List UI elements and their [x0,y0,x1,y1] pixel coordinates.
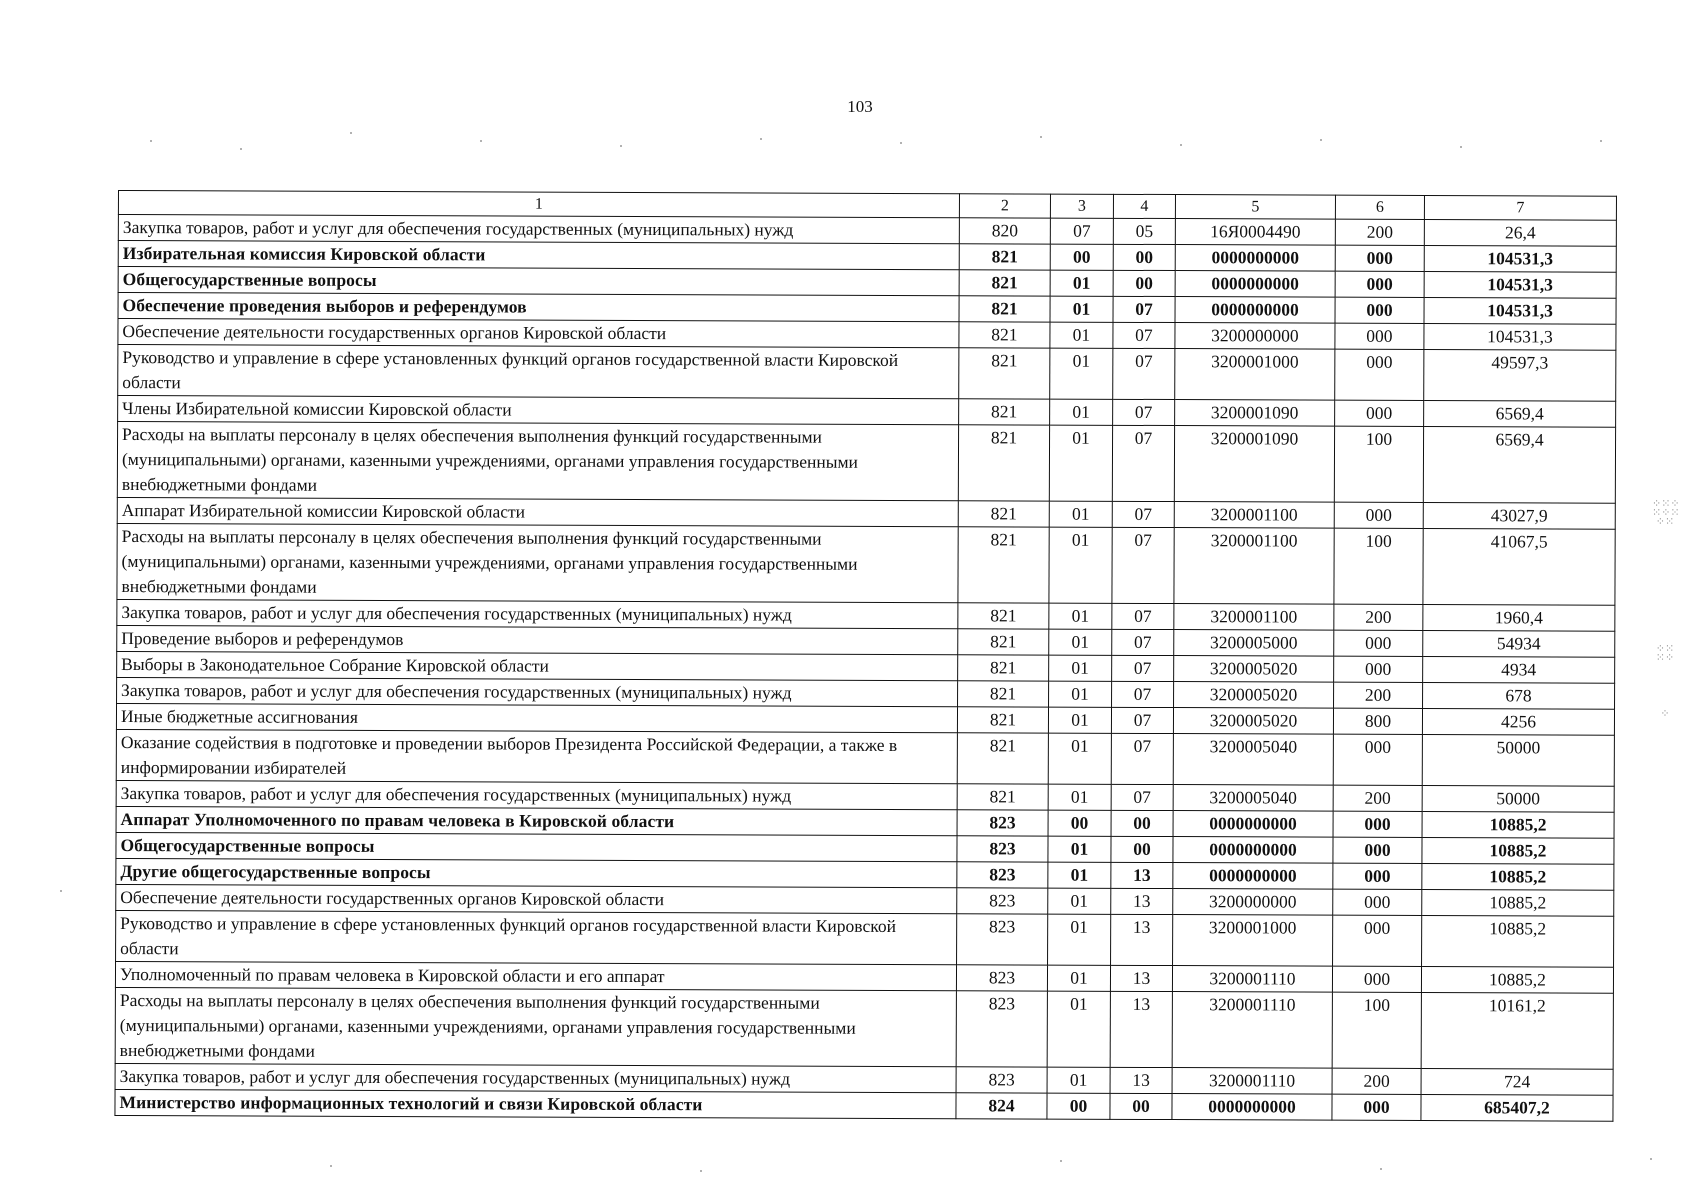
cell-col-2: 821 [959,348,1050,399]
cell-name: Проведение выборов и референдумов [117,625,958,654]
cell-name: Общегосударственные вопросы [116,832,957,861]
cell-col-2: 823 [957,810,1048,836]
scan-dot [1600,140,1602,142]
cell-col-3: 00 [1047,1093,1110,1119]
cell-name: Закупка товаров, работ и услуг для обеспечения государственных (муниципальных) нужд [118,215,959,244]
scan-dot [1380,1168,1382,1170]
cell-col-2: 823 [957,862,1048,888]
cell-col-6: 000 [1333,863,1422,889]
table-row [116,729,1614,786]
cell-col-5: 0000000000 [1172,1094,1332,1121]
cell-col-5: 0000000000 [1175,271,1335,298]
cell-col-4: 07 [1111,784,1173,810]
cell-col-3: 01 [1047,965,1110,991]
cell-col-2: 820 [959,218,1050,244]
cell-name: Аппарат Уполномоченного по правам человека в Кировской области [116,806,957,835]
cell-col-6: 000 [1333,837,1422,863]
cell-name: Закупка товаров, работ и услуг для обеспечения государственных (муниципальных) нужд [116,780,957,809]
cell-name: Закупка товаров, работ и услуг для обеспечения государственных (муниципальных) нужд [117,677,958,706]
cell-col-7: 10161,2 [1421,993,1613,1070]
cell-col-6: 000 [1335,400,1424,426]
cell-col-2: 821 [958,629,1049,655]
cell-col-6: 000 [1334,630,1423,656]
cell-col-3: 01 [1048,862,1111,888]
column-header-6: 6 [1335,195,1424,219]
cell-col-3: 01 [1050,270,1113,296]
cell-col-4: 13 [1111,914,1173,965]
scan-dot [700,1170,702,1172]
scan-dot [60,890,62,892]
cell-col-3: 01 [1050,296,1113,322]
cell-col-3: 01 [1050,322,1113,348]
cell-col-7: 4256 [1422,709,1614,736]
cell-col-3: 07 [1050,218,1113,244]
cell-col-5: 3200000000 [1173,889,1333,916]
column-header-5: 5 [1175,195,1335,220]
cell-col-4: 00 [1113,244,1175,270]
scan-dot [1040,136,1042,138]
cell-col-3: 01 [1049,425,1112,501]
cell-col-4: 13 [1110,965,1172,991]
budget-table [114,190,1617,1122]
cell-col-5: 3200001000 [1175,349,1335,401]
scan-dot [900,142,902,144]
cell-col-4: 07 [1112,425,1174,501]
cell-name: Иные бюджетные ассигнования [116,703,957,732]
cell-col-4: 07 [1113,296,1175,322]
cell-col-6: 000 [1335,271,1424,297]
cell-col-2: 823 [957,836,1048,862]
cell-col-4: 13 [1111,862,1173,888]
cell-name: Расходы на выплаты персоналу в целях обеспечения выполнения функций государственными (муниципальными) органами, казенными учреждениями, органами управления государственными внебюджетными фондами [117,523,958,602]
cell-col-3: 01 [1048,733,1111,784]
cell-col-6: 000 [1335,349,1424,400]
cell-col-7: 104531,3 [1424,324,1616,351]
column-header-4: 4 [1113,194,1175,218]
column-header-7: 7 [1424,196,1616,221]
cell-name: Министерство информационных технологий и связи Кировской области [115,1089,956,1118]
cell-col-7: 10885,2 [1422,864,1614,891]
cell-col-4: 07 [1113,322,1175,348]
cell-col-7: 54934 [1423,631,1615,658]
cell-col-7: 50000 [1422,735,1614,787]
cell-col-4: 00 [1111,810,1173,836]
cell-col-7: 43027,9 [1423,503,1615,530]
scan-dot [480,140,482,142]
cell-col-5: 0000000000 [1175,245,1335,272]
cell-col-2: 823 [956,965,1047,991]
cell-col-5: 3200005020 [1174,682,1334,709]
cell-col-5: 3200001110 [1172,1068,1332,1095]
cell-col-4: 07 [1112,629,1174,655]
cell-col-4: 00 [1110,1093,1172,1119]
scan-noise-mark: ⁘ [1660,708,1670,720]
cell-col-6: 000 [1334,502,1423,528]
cell-col-7: 10885,2 [1421,967,1613,994]
cell-col-5: 3200005020 [1174,656,1334,683]
cell-col-6: 000 [1332,1094,1421,1120]
cell-col-5: 3200001090 [1174,426,1334,503]
cell-col-2: 821 [958,681,1049,707]
cell-col-2: 821 [959,399,1050,425]
cell-col-4: 05 [1113,218,1175,244]
cell-col-6: 000 [1335,245,1424,271]
cell-col-2: 821 [957,707,1048,733]
cell-col-5: 16Я0004490 [1175,219,1335,246]
cell-col-3: 01 [1050,399,1113,425]
cell-col-2: 821 [957,733,1048,784]
cell-col-4: 07 [1112,603,1174,629]
cell-col-4: 07 [1111,733,1173,784]
cell-col-3: 01 [1047,991,1110,1067]
cell-col-7: 6569,4 [1424,401,1616,428]
cell-col-2: 821 [959,322,1050,348]
cell-col-6: 000 [1334,656,1423,682]
table-row [116,910,1614,967]
cell-name: Закупка товаров, работ и услуг для обеспечения государственных (муниципальных) нужд [115,1063,956,1092]
cell-col-7: 10885,2 [1422,812,1614,839]
column-header-3: 3 [1050,194,1113,218]
cell-col-5: 3200001100 [1174,502,1334,529]
cell-col-7: 685407,2 [1421,1095,1613,1122]
cell-col-5: 3200005020 [1173,708,1333,735]
cell-col-3: 01 [1047,1067,1110,1093]
cell-col-5: 0000000000 [1175,297,1335,324]
cell-col-2: 821 [959,244,1050,270]
cell-col-5: 0000000000 [1173,837,1333,864]
cell-col-7: 26,4 [1424,220,1616,247]
cell-col-7: 10885,2 [1422,838,1614,865]
cell-col-5: 3200000000 [1175,323,1335,350]
cell-name: Руководство и управление в сфере установленных функций органов государственной власти Кировской области [116,910,957,964]
cell-col-2: 821 [958,655,1049,681]
cell-col-6: 200 [1332,1068,1421,1094]
scan-dot [240,148,242,150]
cell-col-7: 104531,3 [1424,298,1616,325]
cell-col-6: 000 [1335,323,1424,349]
cell-col-6: 200 [1334,682,1423,708]
cell-col-6: 100 [1332,992,1421,1068]
cell-col-3: 01 [1049,501,1112,527]
cell-col-3: 01 [1048,784,1111,810]
scan-dot [620,145,622,147]
cell-name: Уполномоченный по правам человека в Кировской области и его аппарат [115,961,956,990]
cell-col-3: 00 [1050,244,1113,270]
cell-col-6: 000 [1332,966,1421,992]
cell-name: Оказание содействия в подготовке и проведении выборов Президента Российской Федерации, а также в информировании избирателей [116,729,957,783]
cell-col-2: 821 [959,296,1050,322]
cell-col-6: 000 [1335,297,1424,323]
page-number: 103 [847,97,873,116]
cell-col-7: 724 [1421,1069,1613,1096]
scan-dot [1180,144,1182,146]
scan-dot [150,140,152,142]
cell-col-2: 823 [956,991,1047,1067]
table-row [115,987,1613,1069]
cell-name: Расходы на выплаты персоналу в целях обеспечения выполнения функций государственными (муниципальными) органами, казенными учреждениями, органами управления государственными внебюджетными фондами [115,987,956,1066]
cell-col-5: 0000000000 [1173,811,1333,838]
cell-col-3: 01 [1048,707,1111,733]
cell-col-6: 100 [1334,426,1423,502]
cell-col-2: 821 [958,425,1049,501]
cell-col-7: 49597,3 [1424,350,1616,402]
cell-col-7: 10885,2 [1422,890,1614,917]
cell-col-3: 01 [1049,655,1112,681]
cell-col-3: 01 [1048,888,1111,914]
cell-col-2: 821 [958,501,1049,527]
cell-col-2: 821 [958,603,1049,629]
cell-col-6: 200 [1334,604,1423,630]
cell-col-4: 00 [1111,836,1173,862]
cell-col-3: 01 [1049,527,1112,603]
cell-col-6: 000 [1333,915,1422,966]
cell-col-5: 3200005040 [1173,785,1333,812]
cell-name: Другие общегосударственные вопросы [116,858,957,887]
cell-col-4: 07 [1111,707,1173,733]
cell-col-6: 000 [1333,889,1422,915]
cell-name: Члены Избирательной комиссии Кировской области [118,396,959,425]
cell-col-2: 821 [958,527,1049,603]
cell-col-3: 01 [1049,603,1112,629]
cell-col-4: 07 [1112,501,1174,527]
cell-col-5: 3200005000 [1174,630,1334,657]
table-row [115,1089,1613,1121]
table-row [117,422,1615,504]
cell-col-4: 07 [1113,348,1175,399]
scan-dot [330,1165,332,1167]
cell-col-4: 13 [1110,1067,1172,1093]
table-row [118,345,1616,402]
scan-noise-mark: ⁘⁙ ⁙⁘ [1655,643,1675,664]
cell-col-5: 3200001110 [1172,992,1332,1069]
cell-col-7: 6569,4 [1423,427,1615,504]
cell-col-6: 100 [1334,528,1423,604]
cell-col-3: 01 [1049,629,1112,655]
cell-name: Руководство и управление в сфере установленных функций органов государственной власти Кировской области [118,345,959,399]
cell-col-6: 800 [1333,708,1422,734]
cell-col-7: 104531,3 [1424,272,1616,299]
cell-col-7: 10885,2 [1422,916,1614,968]
cell-col-2: 824 [956,1093,1047,1119]
cell-col-4: 13 [1110,991,1172,1067]
cell-col-5: 3200001110 [1172,966,1332,993]
cell-name: Расходы на выплаты персоналу в целях обеспечения выполнения функций государственными (муниципальными) органами, казенными учреждениями, органами управления государственными внебюджетными фондами [117,422,958,501]
cell-col-5: 3200001100 [1174,604,1334,631]
cell-col-5: 3200001090 [1175,400,1335,427]
cell-col-2: 823 [956,1067,1047,1093]
cell-col-2: 821 [957,784,1048,810]
cell-col-7: 4934 [1423,657,1615,684]
scan-dot [350,132,352,134]
scan-dot [760,138,762,140]
cell-col-4: 13 [1111,888,1173,914]
cell-col-4: 00 [1113,270,1175,296]
budget-table-body [115,191,1617,1122]
cell-name: Избирательная комиссия Кировской области [118,241,959,270]
scan-dot [1650,1158,1652,1160]
cell-col-7: 104531,3 [1424,246,1616,273]
cell-col-5: 3200005040 [1173,734,1333,786]
scan-dot [1320,139,1322,141]
cell-col-3: 01 [1050,348,1113,399]
cell-col-4: 07 [1112,527,1174,603]
cell-col-2: 823 [957,888,1048,914]
cell-col-4: 07 [1112,655,1174,681]
scan-dot [1060,1160,1062,1162]
cell-col-5: 3200001100 [1174,528,1334,605]
cell-name: Общегосударственные вопросы [118,267,959,296]
cell-col-7: 50000 [1422,786,1614,813]
cell-col-7: 41067,5 [1423,529,1615,606]
cell-col-4: 07 [1113,399,1175,425]
scan-noise-mark: ⁘⁙⁘ ⁙⁘⁙ ⁘⁙ [1652,498,1680,528]
cell-col-5: 0000000000 [1173,863,1333,890]
cell-name: Закупка товаров, работ и услуг для обеспечения государственных (муниципальных) нужд [117,599,958,628]
cell-col-3: 00 [1048,810,1111,836]
cell-name: Обеспечение деятельности государственных органов Кировской области [116,884,957,913]
table-row [117,523,1615,605]
cell-col-3: 01 [1048,836,1111,862]
budget-table-wrapper [114,190,1616,1122]
cell-col-3: 01 [1049,681,1112,707]
cell-col-3: 01 [1048,914,1111,965]
cell-name: Обеспечение деятельности государственных органов Кировской области [118,319,959,348]
cell-col-6: 000 [1333,811,1422,837]
cell-col-5: 3200001000 [1173,915,1333,967]
column-header-1: 1 [118,191,959,218]
cell-col-2: 823 [957,914,1048,965]
column-header-2: 2 [959,194,1050,218]
cell-col-6: 200 [1333,785,1422,811]
cell-col-7: 678 [1423,683,1615,710]
cell-col-6: 000 [1333,734,1422,785]
cell-name: Аппарат Избирательной комиссии Кировской области [117,497,958,526]
cell-col-6: 200 [1335,219,1424,245]
cell-col-4: 07 [1112,681,1174,707]
scan-dot [1460,146,1462,148]
cell-name: Обеспечение проведения выборов и референдумов [118,293,959,322]
cell-col-2: 821 [959,270,1050,296]
cell-col-7: 1960,4 [1423,605,1615,632]
cell-name: Выборы в Законодательное Собрание Кировской области [117,651,958,680]
